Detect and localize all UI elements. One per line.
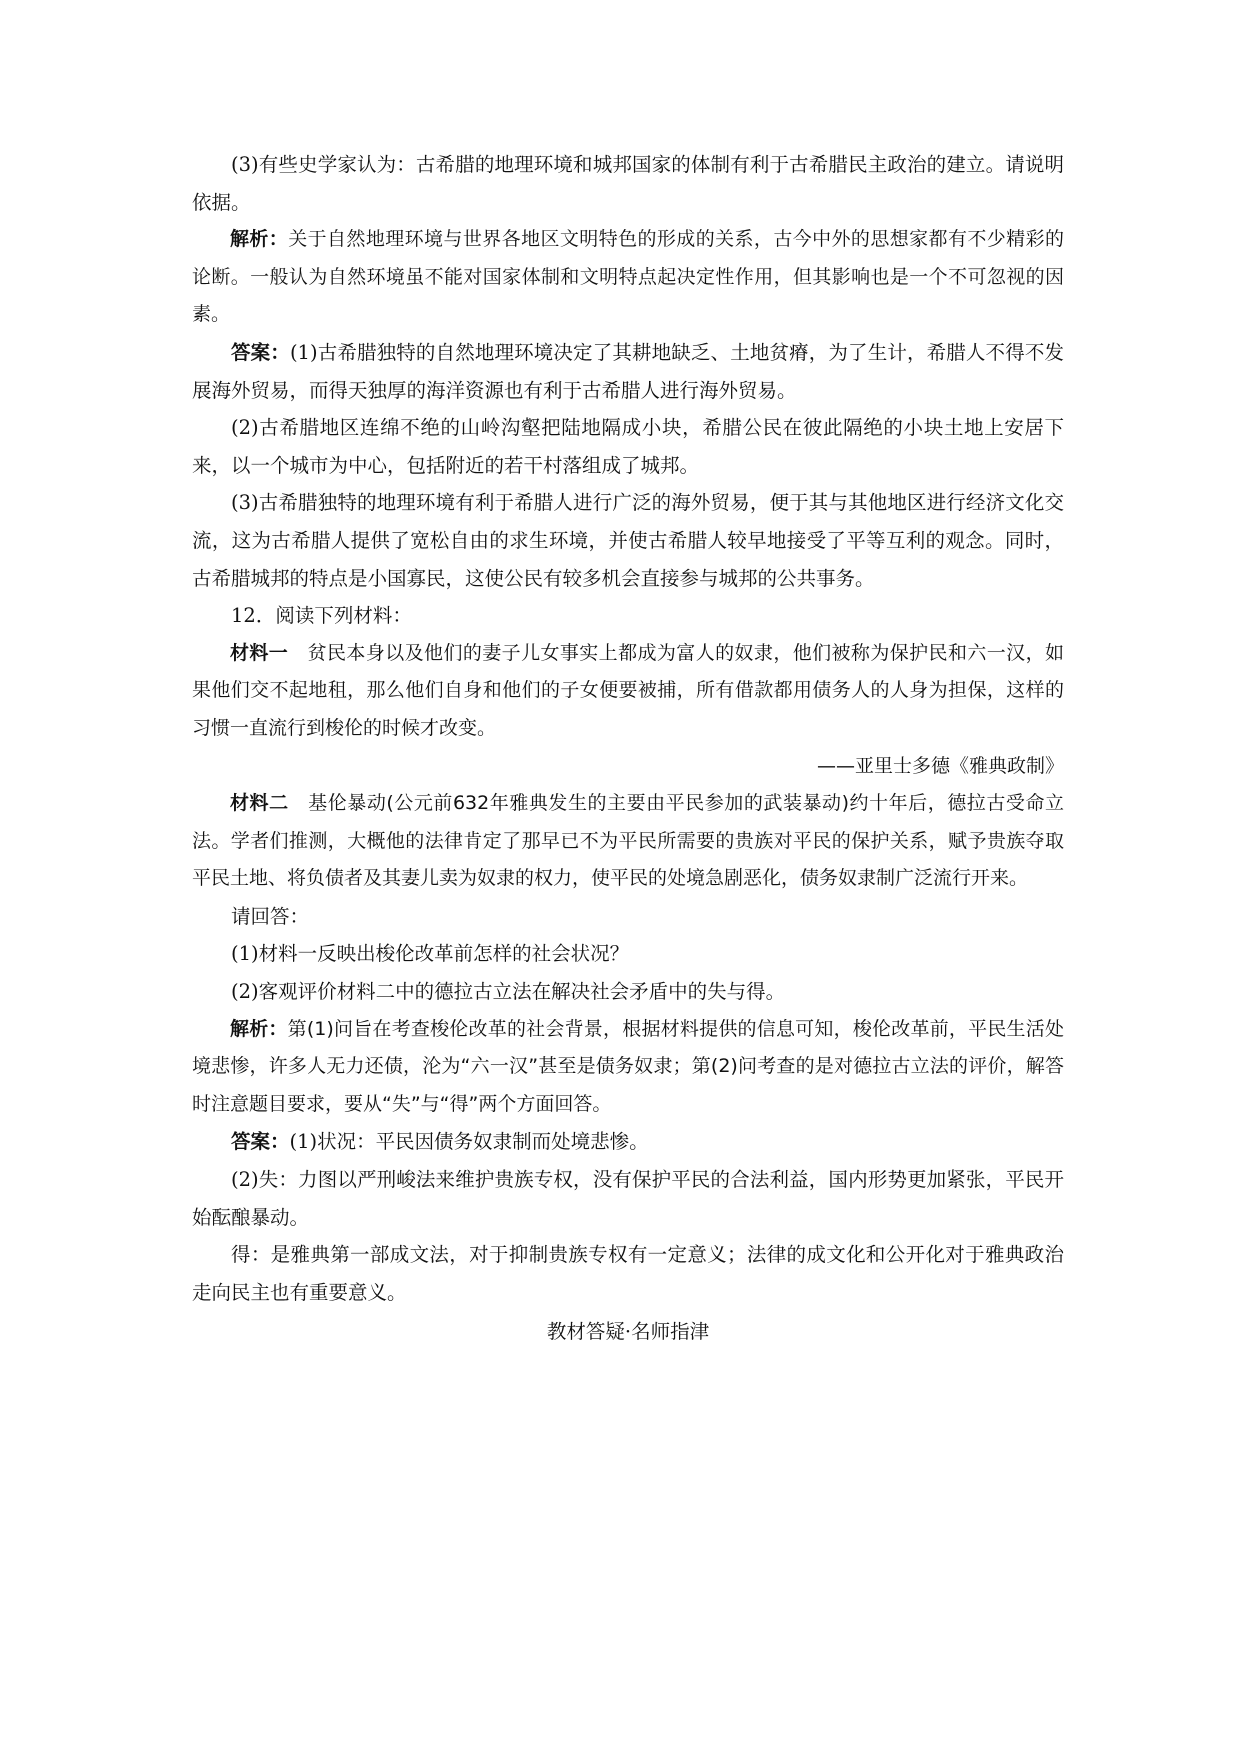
material-1-text: 贫民本身以及他们的妻子儿女事实上都成为富人的奴隶，他们被称为保护民和六一汉，如果他们交不起地租，那么他们自身和他们的子女便要被捕，所有借款都用债务人的人身为担保，这样的习惯一直流行到梭伦的时候才改变。 [192, 641, 1064, 739]
answer-paragraph-3: (3)古希腊独特的地理环境有利于希腊人进行广泛的海外贸易，便于其与其他地区进行经济文化交流，这为古希腊人提供了宽松自由的求生环境，并使古希腊人较早地接受了平等互利的观念。同时，古希腊城邦的特点是小国寡民，这使公民有较多机会直接参与城邦的公共事务。 [192, 491, 1064, 590]
analysis-paragraph-2 [192, 1011, 1064, 1124]
material-1-source: ——亚里士多德《雅典政制》 [816, 754, 1064, 777]
material-2-text: 基伦暴动(公元前632年雅典发生的主要由平民参加的武装暴动)约十年后，德拉古受命立法。学者们推测，大概他的法律肯定了那早已不为平民所需要的贵族对平民的保护关系，赋予贵族夺取平民土地、将负债者及其妻儿卖为奴隶的权力，使平民的处境急剧恶化，债务奴隶制广泛流行开来。 [192, 792, 1064, 890]
analysis-paragraph-1 [192, 221, 1064, 334]
ask-prompt: 请回答： [231, 904, 310, 928]
question-12-1: (1)材料一反映出梭伦改革前怎样的社会状况？ [231, 942, 630, 966]
answer-text: (1)状况：平民因债务奴隶制而处境悲惨。 [289, 1130, 649, 1154]
analysis-label: 解析： [230, 228, 289, 251]
material-2-label: 材料二 [230, 792, 289, 815]
document-body [192, 146, 1064, 1351]
question-3: (3)有些史学家认为：古希腊的地理环境和城邦国家的体制有利于古希腊民主政治的建立。请说明依据。 [192, 153, 1064, 214]
analysis-text: 第(1)问旨在考查梭伦改革的社会背景，根据材料提供的信息可知，梭伦改革前，平民生活处境悲惨，许多人无力还债，沦为“六一汉”甚至是债务奴隶；第(2)问考查的是对德拉古立法的评价，解答时注意题目要求，要从“失”与“得”两个方面回答。 [192, 1017, 1064, 1115]
answer-paragraph-5: (2)失：力图以严刑峻法来维护贵族专权，没有保护平民的合法利益，国内形势更加紧张，平民开始酝酿暴动。 [192, 1168, 1064, 1229]
material-2 [192, 785, 1064, 898]
question-12-2: (2)客观评价材料二中的德拉古立法在解决社会矛盾中的失与得。 [231, 980, 786, 1004]
answer-label: 答案： [231, 1130, 290, 1154]
analysis-label: 解析： [230, 1017, 288, 1040]
answer-paragraph-4 [192, 1123, 1064, 1161]
question-12: 12．阅读下列材料： [231, 604, 412, 628]
material-1 [192, 635, 1064, 748]
answer-paragraph-2: (2)古希腊地区连绵不绝的山岭沟壑把陆地隔成小块，希腊公民在彼此隔绝的小块土地上安居下来，以一个城市为中心，包括附近的若干村落组成了城邦。 [192, 416, 1064, 477]
answer-paragraph-6: 得：是雅典第一部成文法，对于抑制贵族专权有一定意义；法律的成文化和公开化对于雅典政治走向民主也有重要意义。 [192, 1243, 1064, 1304]
material-1-label: 材料一 [230, 641, 289, 664]
answer-paragraph-1 [192, 334, 1064, 409]
answer-label: 答案： [231, 340, 290, 364]
analysis-text: 关于自然地理环境与世界各地区文明特色的形成的关系，古今中外的思想家都有不少精彩的论断。一般认为自然环境虽不能对国家体制和文明特点起决定性作用，但其影响也是一个不可忽视的因素。 [192, 228, 1064, 326]
answer-text: (1)古希腊独特的自然地理环境决定了其耕地缺乏、土地贫瘠，为了生计，希腊人不得不发展海外贸易，而得天独厚的海洋资源也有利于古希腊人进行海外贸易。 [192, 340, 1064, 402]
section-footer-title: 教材答疑·名师指津 [546, 1320, 710, 1344]
